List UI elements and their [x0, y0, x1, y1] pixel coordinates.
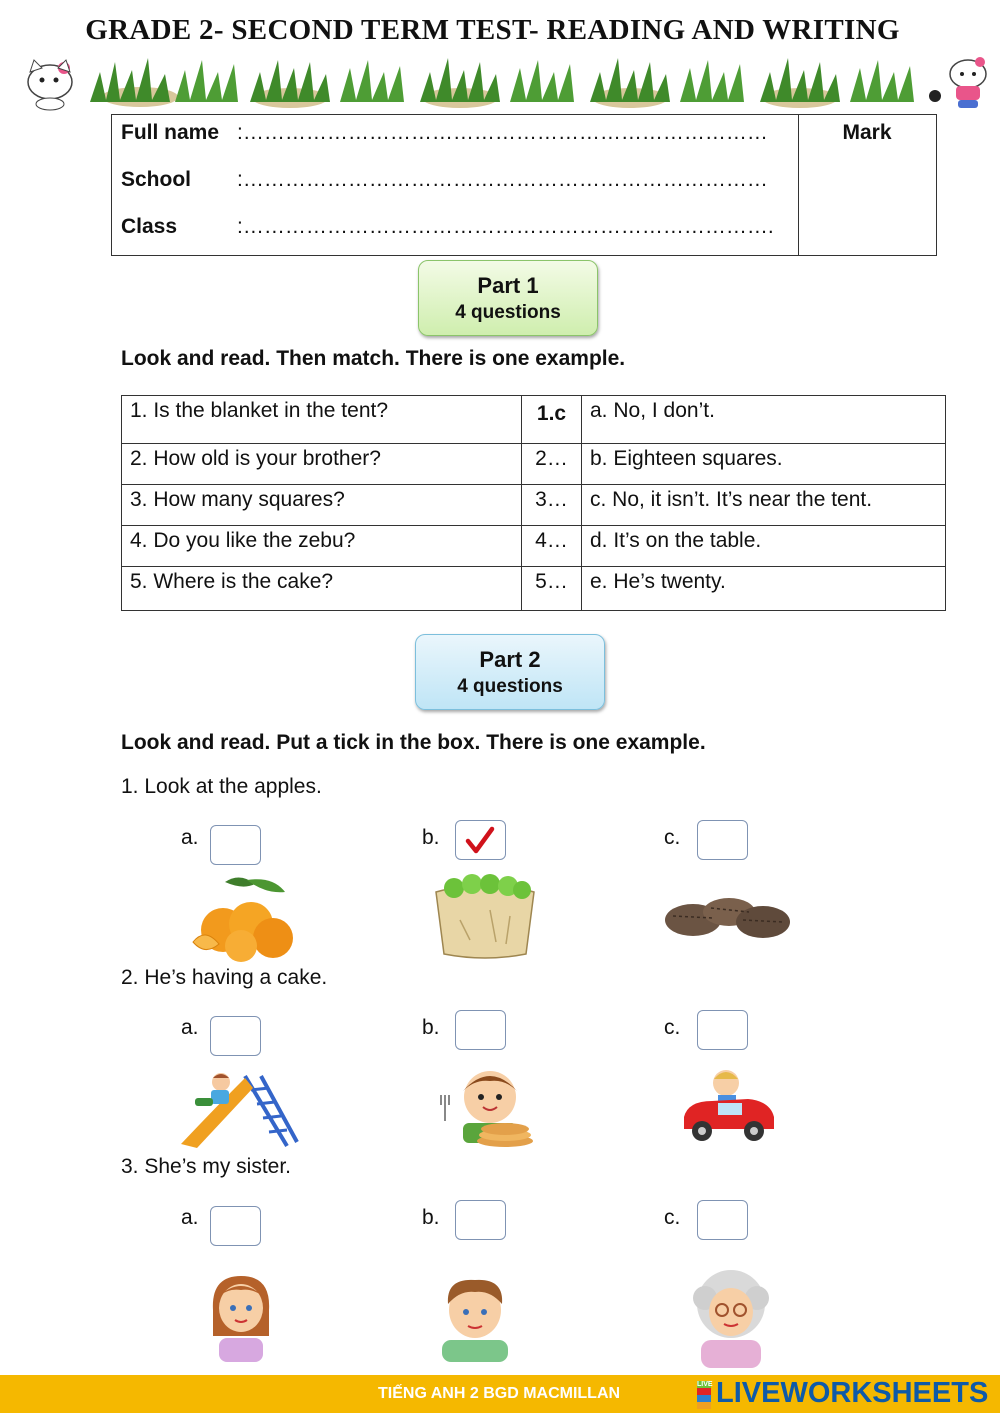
option-cell: e. He’s twenty.: [582, 567, 946, 611]
table-row: [122, 526, 946, 567]
tangerines-picture: [185, 872, 300, 962]
part1-subtitle: 4 questions: [455, 302, 561, 323]
page-title: GRADE 2- SECOND TERM TEST- READING AND WRITING: [85, 14, 900, 46]
option-c-label: c.: [664, 826, 681, 849]
boy-in-car-picture: [678, 1065, 778, 1145]
school-label: School: [121, 168, 192, 191]
question-cell: 2. How old is your brother?: [122, 444, 522, 485]
full-name-label: Full name: [121, 121, 220, 144]
full-name-row: [121, 121, 768, 145]
question-cell: 4. Do you like the zebu?: [122, 526, 522, 567]
boy-picture: [432, 1272, 518, 1362]
q3-option-c-checkbox[interactable]: [697, 1200, 748, 1240]
option-cell: b. Eighteen squares.: [582, 444, 946, 485]
footer-text: TIẾNG ANH 2 BGD MACMILLAN: [378, 1385, 621, 1402]
option-a-label: a.: [181, 1016, 199, 1039]
decorative-banner: [20, 52, 995, 112]
table-row: [122, 567, 946, 611]
q1-option-a-checkbox[interactable]: [210, 825, 261, 865]
part2-subtitle: 4 questions: [457, 676, 563, 697]
mark-label: Mark: [842, 121, 892, 144]
student-info-table: [111, 114, 937, 256]
question-1-text: 1. Look at the apples.: [121, 775, 322, 798]
kitty-left-icon: [28, 60, 72, 110]
class-row: [121, 215, 774, 239]
table-row: [122, 444, 946, 485]
tick-icon: [456, 821, 504, 859]
class-label: Class: [121, 215, 178, 238]
full-name-field[interactable]: :…………………………………………………………………: [237, 121, 768, 144]
option-c-label: c.: [664, 1206, 681, 1229]
boy-eating-cake-picture: [435, 1065, 540, 1155]
question-cell: 3. How many squares?: [122, 485, 522, 526]
question-2-text: 2. He’s having a cake.: [121, 966, 328, 989]
table-row: [122, 485, 946, 526]
answer-cell[interactable]: 2…: [522, 444, 582, 485]
answer-cell[interactable]: 1.c: [522, 396, 582, 444]
liveworksheets-icon: [697, 1381, 711, 1409]
option-cell: d. It’s on the table.: [582, 526, 946, 567]
question-cell: 1. Is the blanket in the tent?: [122, 396, 522, 444]
q1-option-b-checkbox[interactable]: [455, 820, 506, 860]
answer-cell[interactable]: 3…: [522, 485, 582, 526]
part2-instruction: Look and read. Put a tick in the box. There is one example.: [121, 731, 706, 754]
question-3-text: 3. She’s my sister.: [121, 1155, 292, 1178]
part2-header: [415, 634, 605, 710]
q1-option-c-checkbox[interactable]: [697, 820, 748, 860]
option-b-label: b.: [422, 1206, 440, 1229]
table-row: [122, 396, 946, 444]
option-cell: a. No, I don’t.: [582, 396, 946, 444]
girl-picture: [205, 1270, 277, 1362]
apple-bag-picture: [430, 870, 540, 960]
grass-stones-decoration: [90, 58, 914, 108]
kitty-right-icon: [929, 57, 986, 108]
option-b-label: b.: [422, 826, 440, 849]
q2-option-b-checkbox[interactable]: [455, 1010, 506, 1050]
school-row: [121, 168, 768, 192]
q3-option-a-checkbox[interactable]: [210, 1206, 261, 1246]
option-a-label: a.: [181, 1206, 199, 1229]
class-field[interactable]: :………………………………………………………………….: [237, 215, 774, 238]
part1-instruction: Look and read. Then match. There is one example.: [121, 347, 626, 370]
school-field[interactable]: :…………………………………………………………………: [237, 168, 768, 191]
answer-cell[interactable]: 4…: [522, 526, 582, 567]
part1-title: Part 1: [477, 273, 539, 298]
option-a-label: a.: [181, 826, 199, 849]
q3-option-b-checkbox[interactable]: [455, 1200, 506, 1240]
matching-table: [121, 395, 946, 611]
grandmother-picture: [685, 1268, 777, 1368]
q2-option-c-checkbox[interactable]: [697, 1010, 748, 1050]
part2-title: Part 2: [479, 647, 541, 672]
answer-cell[interactable]: 5…: [522, 567, 582, 611]
option-cell: c. No, it isn’t. It’s near the tent.: [582, 485, 946, 526]
option-b-label: b.: [422, 1016, 440, 1039]
taro-picture: [663, 888, 793, 948]
part1-header: [418, 260, 598, 336]
option-c-label: c.: [664, 1016, 681, 1039]
liveworksheets-logo[interactable]: LIVEWORKSHEETS: [716, 1377, 989, 1409]
logo-mark: LIVE: [697, 1381, 713, 1388]
slide-picture: [175, 1068, 300, 1150]
question-cell: 5. Where is the cake?: [122, 567, 522, 611]
q2-option-a-checkbox[interactable]: [210, 1016, 261, 1056]
